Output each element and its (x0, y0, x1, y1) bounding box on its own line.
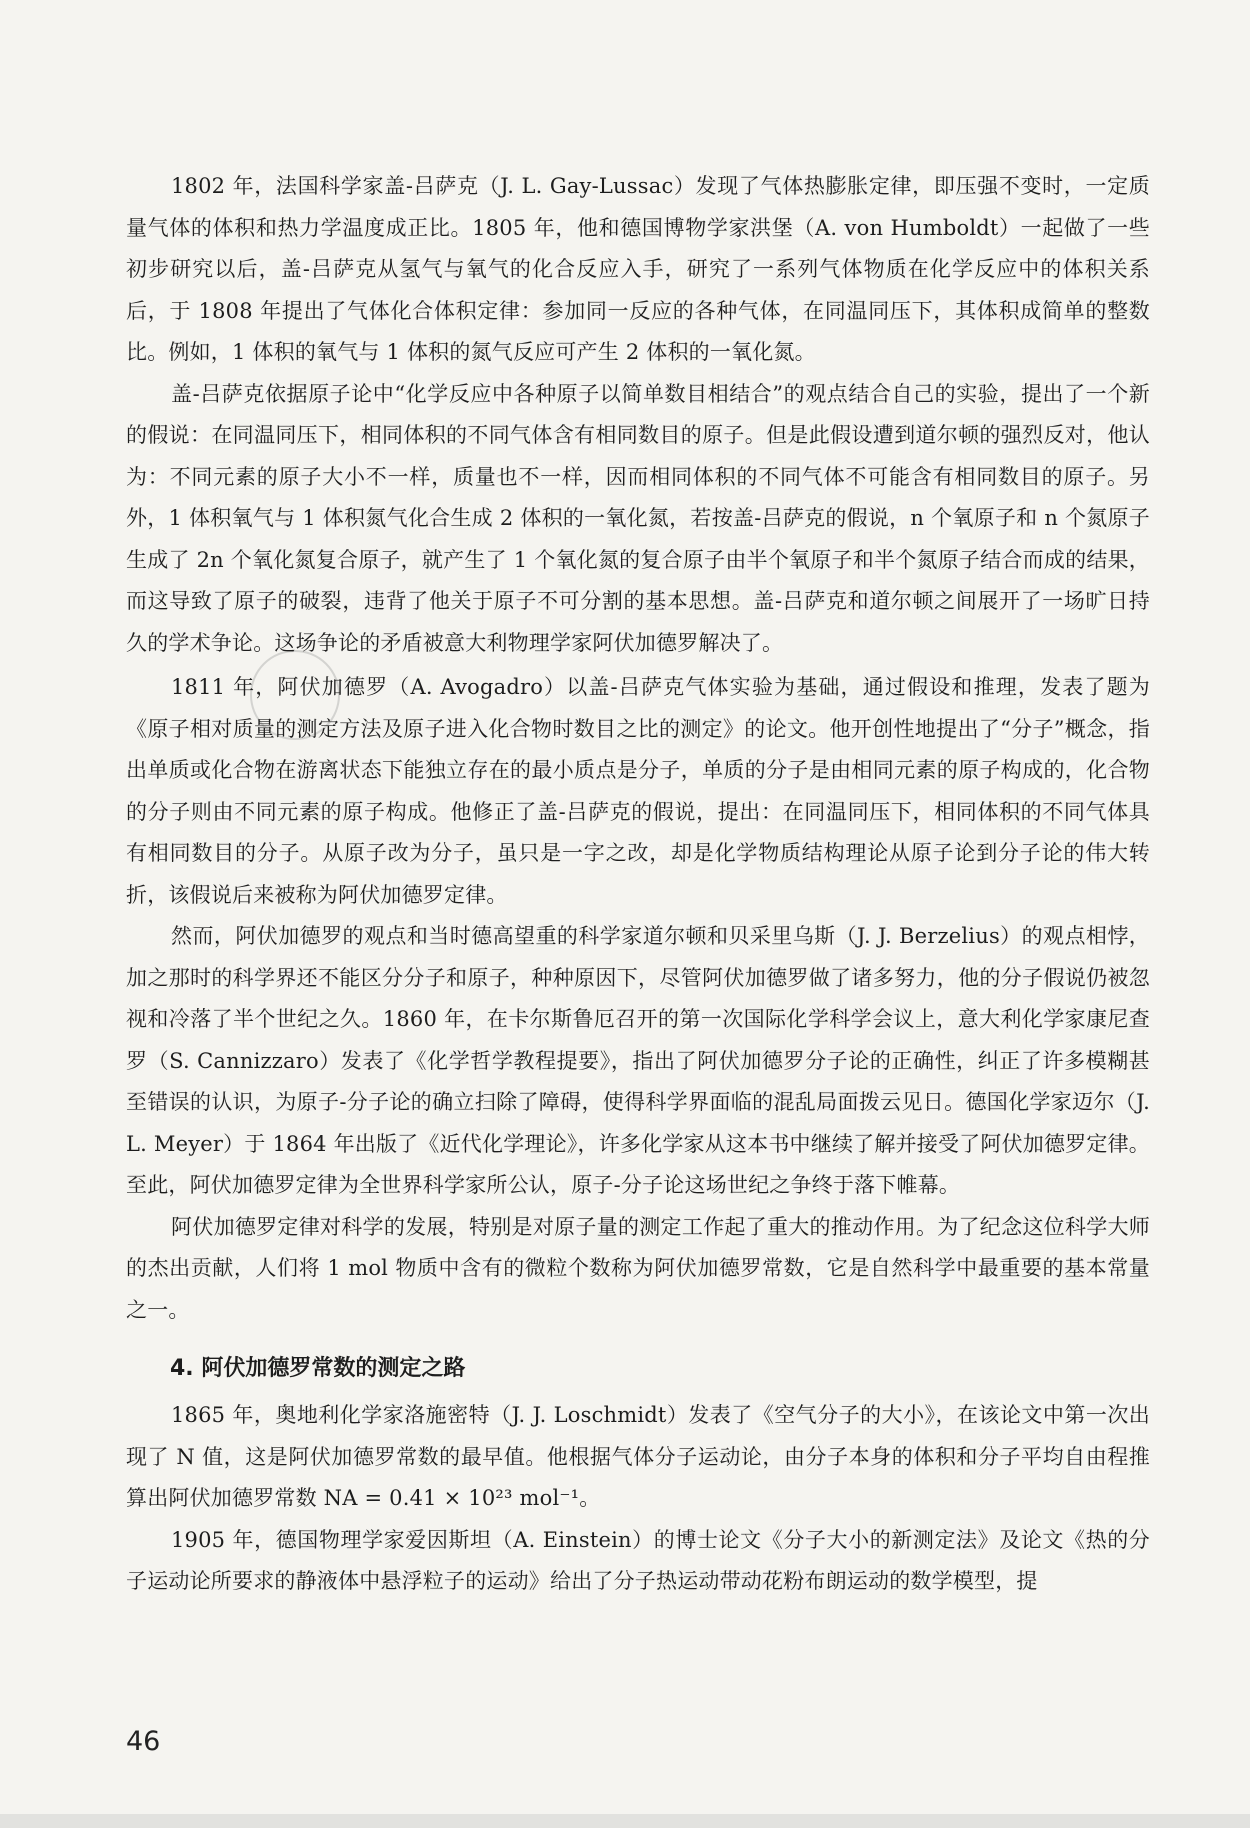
text-body (126, 166, 1150, 1603)
paragraph: 1905 年，德国物理学家爱因斯坦（A. Einstein）的博士论文《分子大小的新测定法》及论文《热的分子运动论所要求的静液体中悬浮粒子的运动》给出了分子热运动带动花粉布朗运动的数学模型，提 (126, 1527, 1150, 1593)
paragraph: 1811 年，阿伏加德罗（A. Avogadro）以盖-吕萨克气体实验为基础，通过假设和推理，发表了题为《原子相对质量的测定方法及原子进入化合物时数目之比的测定》的论文。他开创性地提出了“分子”概念，指出单质或化合物在游离状态下能独立存在的最小质点是分子，单质的分子是由相同元素的原子构成的，化合物的分子则由不同元素的原子构成。他修正了盖-吕萨克的假说，提出：在同温同压下，相同体积的不同气体具有相同数目的分子。从原子改为分子，虽只是一字之改，却是化学物质结构理论从原子论到分子论的伟大转折，该假说后来被称为阿伏加德罗定律。 (126, 675, 1150, 907)
paragraph: 盖-吕萨克依据原子论中“化学反应中各种原子以简单数目相结合”的观点结合自己的实验，提出了一个新的假说：在同温同压下，相同体积的不同气体含有相同数目的原子。但是此假设遭到道尔顿的强烈反对，他认为：不同元素的原子大小不一样，质量也不一样，因而相同体积的不同气体不可能含有相同数目的原子。另外，1 体积氧气与 1 体积氮气化合生成 2 体积的一氧化氮，若按盖-吕萨克的假说，n 个氧原子和 n 个氮原子生成了 2n 个氧化氮复合原子，就产生了 1 个氧化氮的复合原子由半个氧原子和半个氮原子结合而成的结果，而这导致了原子的破裂，违背了他关于原子不可分割的基本思想。盖-吕萨克和道尔顿之间展开了一场旷日持久的学术争论。这场争论的矛盾被意大利物理学家阿伏加德罗解决了。 (126, 381, 1150, 655)
paragraph: 阿伏加德罗定律对科学的发展，特别是对原子量的测定工作起了重大的推动作用。为了纪念这位科学大师的杰出贡献，人们将 1 mol 物质中含有的微粒个数称为阿伏加德罗常数，它是自然科学中最重要的基本常量之一。 (126, 1214, 1150, 1322)
section-heading: 4. 阿伏加德罗常数的测定之路 (170, 1356, 466, 1381)
paragraph: 1865 年，奥地利化学家洛施密特（J. J. Loschmidt）发表了《空气分子的大小》，在该论文中第一次出现了 N 值，这是阿伏加德罗常数的最早值。他根据气体分子运动论，由分子本身的体积和分子平均自由程推算出阿伏加德罗常数 NA = 0.41 × 10²³ mol⁻¹。 (126, 1403, 1150, 1510)
page-bottom-edge (0, 1814, 1250, 1828)
paragraph: 1802 年，法国科学家盖-吕萨克（J. L. Gay-Lussac）发现了气体热膨胀定律，即压强不变时，一定质量气体的体积和热力学温度成正比。1805 年，他和德国博物学家洪堡（A. von Humboldt）一起做了一些初步研究以后，盖-吕萨克从氢气与氧气的化合反应入手，研究了一系列气体物质在化学反应中的体积关系后，于 1808 年提出了气体化合体积定律：参加同一反应的各种气体，在同温同压下，其体积成简单的整数比。例如，1 体积的氧气与 1 体积的氮气反应可产生 2 体积的一氧化氮。 (126, 174, 1150, 364)
paragraph: 然而，阿伏加德罗的观点和当时德高望重的科学家道尔顿和贝采里乌斯（J. J. Berzelius）的观点相悖，加之那时的科学界还不能区分分子和原子，种种原因下，尽管阿伏加德罗做了诸多努力，他的分子假说仍被忽视和冷落了半个世纪之久。1860 年，在卡尔斯鲁厄召开的第一次国际化学科学会议上，意大利化学家康尼查罗（S. Cannizzaro）发表了《化学哲学教程提要》，指出了阿伏加德罗分子论的正确性，纠正了许多模糊甚至错误的认识，为原子-分子论的确立扫除了障碍，使得科学界面临的混乱局面拨云见日。德国化学家迈尔（J. L. Meyer）于 1864 年出版了《近代化学理论》，许多化学家从这本书中继续了解并接受了阿伏加德罗定律。至此，阿伏加德罗定律为全世界科学家所公认，原子-分子论这场世纪之争终于落下帷幕。 (126, 924, 1150, 1197)
page-number: 46 (126, 1726, 161, 1757)
